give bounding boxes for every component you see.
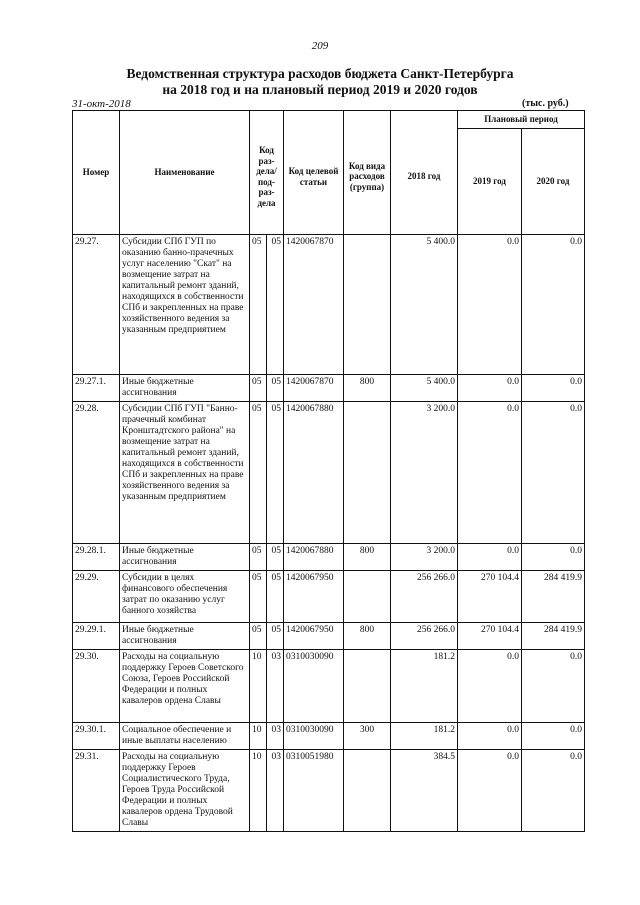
header-2020: 2020 год [522, 129, 585, 235]
row-name: Расходы на социальную поддержку Героев Социалистического Труда, Героев Труда Российской Федерации и полных кавалеров ордена Трудовой Славы [120, 750, 250, 832]
row-amount-2018: 5 400.0 [391, 375, 458, 402]
row-amount-2018: 181.2 [391, 723, 458, 750]
row-amount-2018: 256 266.0 [391, 623, 458, 650]
row-number: 29.31. [73, 750, 120, 832]
row-target-code: 1420067870 [284, 235, 344, 375]
row-subsection: 03 [267, 750, 284, 832]
row-name: Иные бюджетные ассигнования [120, 544, 250, 571]
header-expense-kind: Код вида расходов (группа) [344, 111, 391, 235]
row-subsection: 03 [267, 650, 284, 723]
header-plan-period: Плановый период [458, 111, 585, 129]
row-number: 29.29.1. [73, 623, 120, 650]
row-target-code: 0310051980 [284, 750, 344, 832]
row-section: 10 [250, 750, 267, 832]
row-amount-2019: 0.0 [458, 650, 522, 723]
row-amount-2020: 284 419.9 [522, 623, 585, 650]
title-line-1: Ведомственная структура расходов бюджета Санкт-Петербурга [126, 66, 514, 81]
row-section: 05 [250, 402, 267, 544]
row-subsection: 05 [267, 375, 284, 402]
table-row [73, 723, 585, 750]
table-row [73, 544, 585, 571]
row-target-code: 1420067880 [284, 402, 344, 544]
table-row [73, 402, 585, 544]
row-amount-2020: 0.0 [522, 544, 585, 571]
document-title [0, 66, 640, 98]
row-number: 29.29. [73, 571, 120, 623]
row-amount-2019: 270 104.4 [458, 623, 522, 650]
row-amount-2018: 256 266.0 [391, 571, 458, 623]
row-section: 05 [250, 571, 267, 623]
units-label: (тыс. руб.) [522, 98, 569, 109]
row-section: 05 [250, 235, 267, 375]
row-number: 29.27. [73, 235, 120, 375]
row-expense-kind: 800 [344, 375, 391, 402]
row-amount-2019: 0.0 [458, 723, 522, 750]
row-section: 10 [250, 650, 267, 723]
row-name: Социальное обеспечение и иные выплаты населению [120, 723, 250, 750]
row-section: 05 [250, 623, 267, 650]
row-number: 29.28.1. [73, 544, 120, 571]
header-2019: 2019 год [458, 129, 522, 235]
row-amount-2019: 270 104.4 [458, 571, 522, 623]
table-row [73, 650, 585, 723]
row-section: 10 [250, 723, 267, 750]
row-number: 29.28. [73, 402, 120, 544]
row-amount-2020: 0.0 [522, 375, 585, 402]
row-subsection: 05 [267, 402, 284, 544]
row-name: Субсидии СПб ГУП "Банно-прачечный комбинат Кронштадтского района" на возмещение затрат на капитальный ремонт зданий, находящихся в собственности СПб и закрепленных на праве хозяйственного ведения за указанным предприятием [120, 402, 250, 544]
header-section-code: Код раз-дела/ под-раз-дела [250, 111, 284, 235]
row-amount-2018: 5 400.0 [391, 235, 458, 375]
row-name: Субсидии СПб ГУП по оказанию банно-прачечных услуг населению "Скат" на возмещение затрат на капитальный ремонт зданий, находящихся в собственности СПб и закрепленных на праве хозяйственного ведения за указанным предприятием [120, 235, 250, 375]
row-subsection: 05 [267, 623, 284, 650]
table-row [73, 750, 585, 832]
row-target-code: 0310030090 [284, 723, 344, 750]
row-name: Субсидии в целях финансового обеспечения затрат по оказанию услуг банного хозяйства [120, 571, 250, 623]
row-amount-2019: 0.0 [458, 375, 522, 402]
table-row [73, 375, 585, 402]
row-name: Иные бюджетные ассигнования [120, 375, 250, 402]
header-name: Наименование [120, 111, 250, 235]
table-row [73, 571, 585, 623]
row-expense-kind [344, 750, 391, 832]
row-expense-kind [344, 571, 391, 623]
header-target-code: Код целевой статьи [284, 111, 344, 235]
budget-table [72, 110, 585, 832]
row-amount-2020: 284 419.9 [522, 571, 585, 623]
row-amount-2019: 0.0 [458, 235, 522, 375]
row-target-code: 1420067880 [284, 544, 344, 571]
row-expense-kind [344, 235, 391, 375]
row-amount-2019: 0.0 [458, 402, 522, 544]
row-expense-kind [344, 402, 391, 544]
row-expense-kind [344, 650, 391, 723]
row-expense-kind: 300 [344, 723, 391, 750]
row-amount-2020: 0.0 [522, 235, 585, 375]
row-amount-2020: 0.0 [522, 650, 585, 723]
document-date: 31-окт-2018 [72, 98, 131, 110]
row-section: 05 [250, 544, 267, 571]
row-amount-2020: 0.0 [522, 723, 585, 750]
row-subsection: 05 [267, 235, 284, 375]
header-number: Номер [73, 111, 120, 235]
row-subsection: 05 [267, 571, 284, 623]
row-number: 29.27.1. [73, 375, 120, 402]
row-amount-2020: 0.0 [522, 402, 585, 544]
row-target-code: 1420067870 [284, 375, 344, 402]
row-target-code: 1420067950 [284, 623, 344, 650]
row-number: 29.30. [73, 650, 120, 723]
row-expense-kind: 800 [344, 623, 391, 650]
page-number: 209 [311, 40, 329, 52]
row-amount-2019: 0.0 [458, 544, 522, 571]
row-subsection: 03 [267, 723, 284, 750]
row-target-code: 0310030090 [284, 650, 344, 723]
row-expense-kind: 800 [344, 544, 391, 571]
row-number: 29.30.1. [73, 723, 120, 750]
row-section: 05 [250, 375, 267, 402]
row-amount-2018: 384.5 [391, 750, 458, 832]
row-amount-2019: 0.0 [458, 750, 522, 832]
row-name: Расходы на социальную поддержку Героев Советского Союза, Героев Российской Федерации и полных кавалеров ордена Славы [120, 650, 250, 723]
title-line-2: на 2018 год и на плановый период 2019 и 2020 годов [162, 82, 478, 97]
row-amount-2018: 3 200.0 [391, 544, 458, 571]
table-row [73, 235, 585, 375]
row-subsection: 05 [267, 544, 284, 571]
row-target-code: 1420067950 [284, 571, 344, 623]
table-row [73, 623, 585, 650]
row-name: Иные бюджетные ассигнования [120, 623, 250, 650]
row-amount-2018: 181.2 [391, 650, 458, 723]
row-amount-2018: 3 200.0 [391, 402, 458, 544]
header-2018: 2018 год [391, 111, 458, 235]
row-amount-2020: 0.0 [522, 750, 585, 832]
